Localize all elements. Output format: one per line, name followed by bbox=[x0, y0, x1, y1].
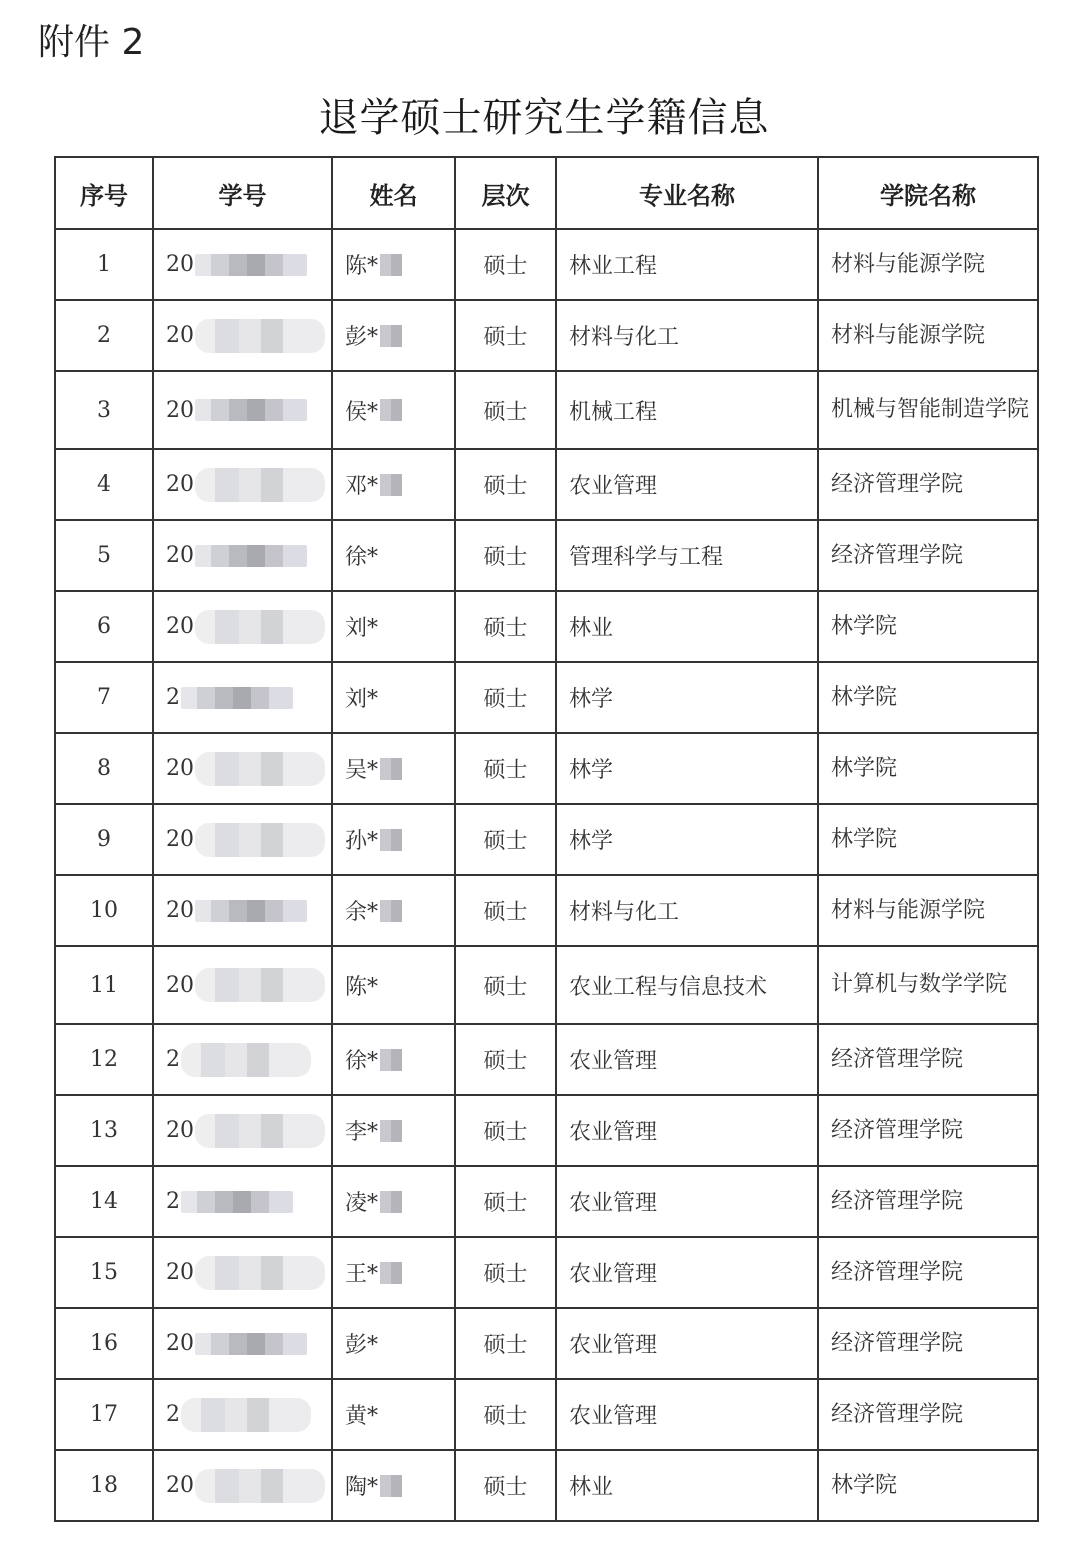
cell-seq: 1 bbox=[55, 229, 153, 300]
redaction-mosaic bbox=[181, 1043, 311, 1077]
cell-name bbox=[332, 449, 455, 520]
student-table bbox=[54, 156, 1039, 1522]
student-id-prefix: 20 bbox=[166, 252, 194, 277]
cell-level: 硕士 bbox=[455, 1308, 556, 1379]
attachment-label: 附件 2 bbox=[38, 22, 145, 63]
cell-name bbox=[332, 733, 455, 804]
header-seq: 序号 bbox=[55, 157, 153, 229]
redaction-mosaic bbox=[195, 1114, 325, 1148]
cell-major: 材料与化工 bbox=[556, 875, 818, 946]
student-id-prefix: 20 bbox=[166, 827, 194, 852]
redaction-mosaic bbox=[195, 319, 325, 353]
cell-student-id bbox=[153, 1237, 332, 1308]
cell-name bbox=[332, 1450, 455, 1521]
cell-level: 硕士 bbox=[455, 804, 556, 875]
cell-major: 农业管理 bbox=[556, 1166, 818, 1237]
student-name: 王* bbox=[345, 1262, 379, 1287]
cell-seq: 8 bbox=[55, 733, 153, 804]
cell-name bbox=[332, 662, 455, 733]
cell-college: 材料与能源学院 bbox=[818, 229, 1038, 300]
student-id-prefix: 20 bbox=[166, 1331, 194, 1356]
cell-level: 硕士 bbox=[455, 662, 556, 733]
cell-seq: 11 bbox=[55, 946, 153, 1024]
cell-college: 经济管理学院 bbox=[818, 1166, 1038, 1237]
cell-name bbox=[332, 520, 455, 591]
student-id-prefix: 2 bbox=[166, 1189, 180, 1214]
cell-college: 林学院 bbox=[818, 662, 1038, 733]
table-row bbox=[55, 804, 1038, 875]
name-redaction-mosaic bbox=[380, 254, 402, 276]
name-redaction-mosaic bbox=[380, 829, 402, 851]
cell-level: 硕士 bbox=[455, 733, 556, 804]
student-id-prefix: 20 bbox=[166, 756, 194, 781]
cell-college: 经济管理学院 bbox=[818, 1024, 1038, 1095]
cell-major: 农业管理 bbox=[556, 1379, 818, 1450]
cell-major: 农业管理 bbox=[556, 1237, 818, 1308]
student-id-prefix: 20 bbox=[166, 1118, 194, 1143]
header-college: 学院名称 bbox=[818, 157, 1038, 229]
redaction-mosaic bbox=[195, 900, 307, 922]
cell-seq: 10 bbox=[55, 875, 153, 946]
cell-name bbox=[332, 300, 455, 371]
table-row bbox=[55, 1166, 1038, 1237]
header-major: 专业名称 bbox=[556, 157, 818, 229]
table-row bbox=[55, 449, 1038, 520]
redaction-mosaic bbox=[181, 687, 293, 709]
cell-level: 硕士 bbox=[455, 1166, 556, 1237]
student-id-prefix: 20 bbox=[166, 898, 194, 923]
cell-college: 经济管理学院 bbox=[818, 520, 1038, 591]
cell-student-id bbox=[153, 875, 332, 946]
student-name: 陈* bbox=[345, 254, 379, 279]
table-body bbox=[55, 229, 1038, 1521]
cell-student-id bbox=[153, 1024, 332, 1095]
cell-college: 林学院 bbox=[818, 733, 1038, 804]
cell-college: 经济管理学院 bbox=[818, 449, 1038, 520]
cell-major: 林学 bbox=[556, 662, 818, 733]
student-id-prefix: 20 bbox=[166, 1473, 194, 1498]
cell-seq: 13 bbox=[55, 1095, 153, 1166]
cell-student-id bbox=[153, 733, 332, 804]
cell-college: 林学院 bbox=[818, 591, 1038, 662]
cell-name bbox=[332, 875, 455, 946]
cell-student-id bbox=[153, 1308, 332, 1379]
student-name: 李* bbox=[345, 1120, 379, 1145]
student-id-prefix: 20 bbox=[166, 543, 194, 568]
cell-name bbox=[332, 1166, 455, 1237]
cell-name bbox=[332, 371, 455, 449]
cell-seq: 15 bbox=[55, 1237, 153, 1308]
student-id-prefix: 2 bbox=[166, 1047, 180, 1072]
student-id-prefix: 2 bbox=[166, 1402, 180, 1427]
cell-student-id bbox=[153, 449, 332, 520]
student-name: 凌* bbox=[345, 1191, 379, 1216]
cell-college: 计算机与数学学院 bbox=[818, 946, 1038, 1024]
cell-seq: 7 bbox=[55, 662, 153, 733]
cell-student-id bbox=[153, 300, 332, 371]
table-row bbox=[55, 300, 1038, 371]
cell-seq: 9 bbox=[55, 804, 153, 875]
redaction-mosaic bbox=[195, 610, 325, 644]
cell-seq: 6 bbox=[55, 591, 153, 662]
cell-level: 硕士 bbox=[455, 1450, 556, 1521]
table-row bbox=[55, 1237, 1038, 1308]
cell-seq: 12 bbox=[55, 1024, 153, 1095]
cell-student-id bbox=[153, 520, 332, 591]
cell-seq: 3 bbox=[55, 371, 153, 449]
student-id-prefix: 20 bbox=[166, 972, 194, 998]
cell-college: 材料与能源学院 bbox=[818, 875, 1038, 946]
table-row bbox=[55, 1095, 1038, 1166]
cell-seq: 5 bbox=[55, 520, 153, 591]
cell-student-id bbox=[153, 1166, 332, 1237]
cell-college: 经济管理学院 bbox=[818, 1095, 1038, 1166]
redaction-mosaic bbox=[181, 1398, 311, 1432]
cell-major: 农业管理 bbox=[556, 1095, 818, 1166]
cell-student-id bbox=[153, 1379, 332, 1450]
cell-major: 农业管理 bbox=[556, 1024, 818, 1095]
student-id-prefix: 20 bbox=[166, 1260, 194, 1285]
student-name: 邓* bbox=[345, 474, 379, 499]
student-name: 吴* bbox=[345, 758, 379, 783]
cell-major: 农业管理 bbox=[556, 449, 818, 520]
name-redaction-mosaic bbox=[380, 1262, 402, 1284]
student-id-prefix: 20 bbox=[166, 614, 194, 639]
redaction-mosaic bbox=[195, 1256, 325, 1290]
student-id-prefix: 2 bbox=[166, 685, 180, 710]
table-row bbox=[55, 1024, 1038, 1095]
header-level: 层次 bbox=[455, 157, 556, 229]
cell-major: 管理科学与工程 bbox=[556, 520, 818, 591]
student-id-prefix: 20 bbox=[166, 397, 194, 423]
cell-seq: 16 bbox=[55, 1308, 153, 1379]
student-name: 陶* bbox=[345, 1475, 379, 1500]
table-row bbox=[55, 733, 1038, 804]
cell-college: 经济管理学院 bbox=[818, 1237, 1038, 1308]
redaction-mosaic bbox=[181, 1191, 293, 1213]
redaction-mosaic bbox=[195, 399, 307, 421]
redaction-mosaic bbox=[195, 823, 325, 857]
cell-college: 材料与能源学院 bbox=[818, 300, 1038, 371]
cell-college: 林学院 bbox=[818, 1450, 1038, 1521]
redaction-mosaic bbox=[195, 1333, 307, 1355]
cell-college: 机械与智能制造学院 bbox=[818, 371, 1038, 449]
cell-student-id bbox=[153, 662, 332, 733]
cell-name bbox=[332, 946, 455, 1024]
name-redaction-mosaic bbox=[380, 399, 402, 421]
redaction-mosaic bbox=[195, 752, 325, 786]
cell-major: 机械工程 bbox=[556, 371, 818, 449]
name-redaction-mosaic bbox=[380, 1475, 402, 1497]
name-redaction-mosaic bbox=[380, 325, 402, 347]
table-row bbox=[55, 662, 1038, 733]
cell-seq: 2 bbox=[55, 300, 153, 371]
student-name: 黄* bbox=[345, 1404, 379, 1429]
cell-major: 林业 bbox=[556, 1450, 818, 1521]
cell-major: 林业 bbox=[556, 591, 818, 662]
table-row bbox=[55, 1308, 1038, 1379]
student-name: 徐* bbox=[345, 1049, 379, 1074]
cell-level: 硕士 bbox=[455, 946, 556, 1024]
student-id-prefix: 20 bbox=[166, 323, 194, 348]
table-row bbox=[55, 946, 1038, 1024]
student-name: 彭* bbox=[345, 1333, 379, 1358]
student-name: 刘* bbox=[345, 687, 379, 712]
cell-name bbox=[332, 1095, 455, 1166]
cell-level: 硕士 bbox=[455, 591, 556, 662]
name-redaction-mosaic bbox=[380, 1120, 402, 1142]
cell-name bbox=[332, 804, 455, 875]
table-row bbox=[55, 371, 1038, 449]
name-redaction-mosaic bbox=[380, 900, 402, 922]
cell-level: 硕士 bbox=[455, 1095, 556, 1166]
name-redaction-mosaic bbox=[380, 758, 402, 780]
cell-level: 硕士 bbox=[455, 520, 556, 591]
cell-college: 经济管理学院 bbox=[818, 1379, 1038, 1450]
cell-college: 经济管理学院 bbox=[818, 1308, 1038, 1379]
document-title: 退学硕士研究生学籍信息 bbox=[318, 95, 770, 141]
table-row bbox=[55, 520, 1038, 591]
header-row bbox=[55, 157, 1038, 229]
name-redaction-mosaic bbox=[380, 1191, 402, 1213]
cell-level: 硕士 bbox=[455, 229, 556, 300]
cell-name bbox=[332, 1308, 455, 1379]
cell-level: 硕士 bbox=[455, 371, 556, 449]
cell-student-id bbox=[153, 804, 332, 875]
cell-name bbox=[332, 1024, 455, 1095]
cell-student-id bbox=[153, 1095, 332, 1166]
cell-level: 硕士 bbox=[455, 300, 556, 371]
cell-name bbox=[332, 229, 455, 300]
student-name: 余* bbox=[345, 900, 379, 925]
cell-level: 硕士 bbox=[455, 1379, 556, 1450]
cell-major: 农业工程与信息技术 bbox=[556, 946, 818, 1024]
redaction-mosaic bbox=[195, 968, 325, 1002]
table-row bbox=[55, 591, 1038, 662]
cell-name bbox=[332, 1237, 455, 1308]
table-row bbox=[55, 1379, 1038, 1450]
cell-student-id bbox=[153, 371, 332, 449]
cell-major: 林学 bbox=[556, 733, 818, 804]
cell-seq: 18 bbox=[55, 1450, 153, 1521]
redaction-mosaic bbox=[195, 1469, 325, 1503]
student-name: 刘* bbox=[345, 616, 379, 641]
cell-seq: 14 bbox=[55, 1166, 153, 1237]
cell-level: 硕士 bbox=[455, 449, 556, 520]
cell-name bbox=[332, 1379, 455, 1450]
student-name: 徐* bbox=[345, 545, 379, 570]
cell-seq: 17 bbox=[55, 1379, 153, 1450]
student-name: 陈* bbox=[345, 974, 379, 1000]
table-row bbox=[55, 1450, 1038, 1521]
student-id-prefix: 20 bbox=[166, 472, 194, 497]
cell-student-id bbox=[153, 1450, 332, 1521]
student-name: 彭* bbox=[345, 325, 379, 350]
cell-level: 硕士 bbox=[455, 1237, 556, 1308]
name-redaction-mosaic bbox=[380, 474, 402, 496]
name-redaction-mosaic bbox=[380, 1049, 402, 1071]
header-id: 学号 bbox=[153, 157, 332, 229]
cell-level: 硕士 bbox=[455, 875, 556, 946]
redaction-mosaic bbox=[195, 254, 307, 276]
cell-major: 材料与化工 bbox=[556, 300, 818, 371]
redaction-mosaic bbox=[195, 545, 307, 567]
cell-student-id bbox=[153, 591, 332, 662]
header-name: 姓名 bbox=[332, 157, 455, 229]
student-name: 孙* bbox=[345, 829, 379, 854]
cell-college: 林学院 bbox=[818, 804, 1038, 875]
cell-student-id bbox=[153, 946, 332, 1024]
student-name: 侯* bbox=[345, 399, 379, 425]
cell-major: 林学 bbox=[556, 804, 818, 875]
cell-student-id bbox=[153, 229, 332, 300]
table-row bbox=[55, 875, 1038, 946]
table-row bbox=[55, 229, 1038, 300]
redaction-mosaic bbox=[195, 468, 325, 502]
cell-seq: 4 bbox=[55, 449, 153, 520]
cell-name bbox=[332, 591, 455, 662]
cell-level: 硕士 bbox=[455, 1024, 556, 1095]
cell-major: 农业管理 bbox=[556, 1308, 818, 1379]
cell-major: 林业工程 bbox=[556, 229, 818, 300]
